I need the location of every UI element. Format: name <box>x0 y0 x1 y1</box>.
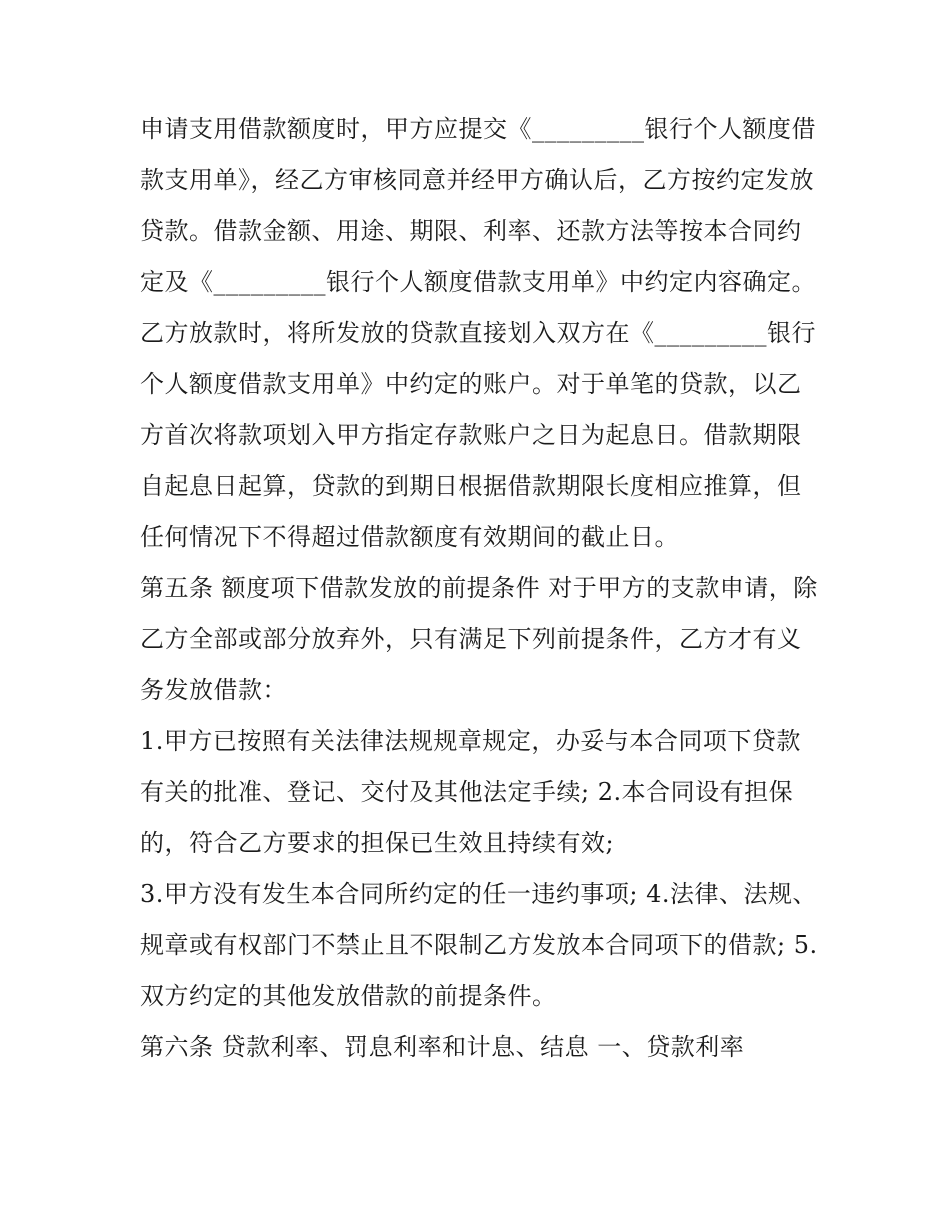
paragraph-loan-disbursement-account: 乙方放款时，将所发放的贷款直接划入双方在《_________银行个人额度借款支用单》中约定的账户。对于单笔的贷款，以乙方首次将款项划入甲方指定存款账户之日为起息日。借款期限自起息日起算，贷款的到期日根据借款期限长度相应推算，但任何情况下不得超过借款额度有效期间的截止日。 <box>140 319 816 551</box>
paragraph-loan-drawdown-application: 申请支用借款额度时，甲方应提交《_________银行个人额度借款支用单》，经乙方审核同意并经甲方确认后，乙方按约定发放贷款。借款金额、用途、期限、利率、还款方法等按本合同约定及《_________银行个人额度借款支用单》中约定内容确定。 <box>140 115 816 296</box>
paragraph-article-6-heading: 第六条 贷款利率、罚息利率和计息、结息 一、贷款利率 <box>140 1033 745 1061</box>
document-page <box>140 104 820 1073</box>
paragraph-preconditions-3-5: 3.甲方没有发生本合同所约定的任一违约事项; 4.法律、法规、规章或有权部门不禁止且不限制乙方发放本合同项下的借款; 5.双方约定的其他发放借款的前提条件。 <box>140 880 818 1010</box>
paragraph-preconditions-1-2: 1.甲方已按照有关法律法规规章规定，办妥与本合同项下贷款有关的批准、登记、交付及其他法定手续; 2.本合同设有担保的，符合乙方要求的担保已生效且持续有效; <box>140 727 801 857</box>
paragraph-article-5-preconditions: 第五条 额度项下借款发放的前提条件 对于甲方的支款申请，除乙方全部或部分放弃外，只有满足下列前提条件，乙方才有义务发放借款： <box>140 574 818 704</box>
